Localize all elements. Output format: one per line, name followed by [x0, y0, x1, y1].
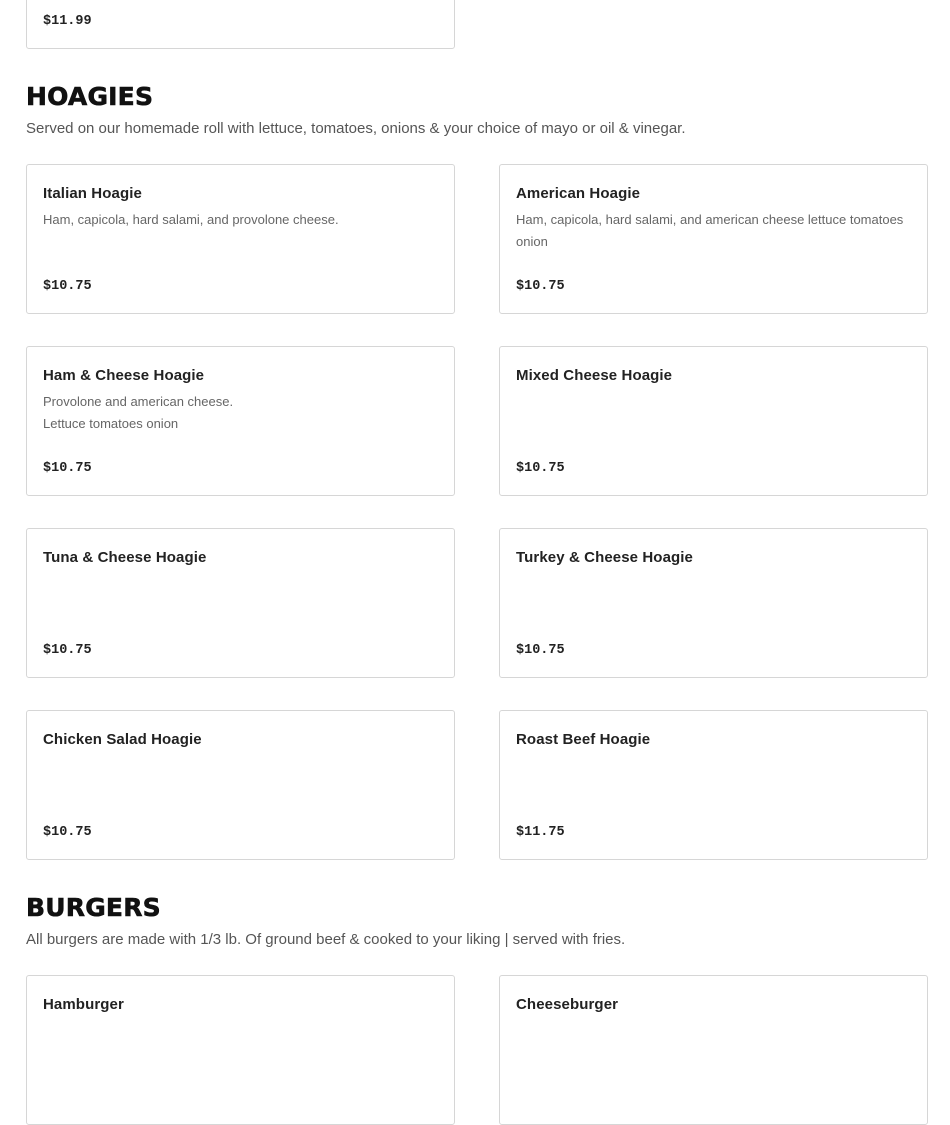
- item-description: Ham, capicola, hard salami, and american cheese lettuce tomatoes onion: [516, 212, 904, 249]
- section-description: Served on our homemade roll with lettuce, tomatoes, onions & your choice of mayo or oil & vinegar.: [26, 120, 686, 137]
- item-name: Mixed Cheese Hoagie: [516, 367, 673, 384]
- menu-item-card[interactable]: [499, 346, 928, 496]
- item-name: Hamburger: [43, 996, 124, 1013]
- menu-item-card[interactable]: [499, 528, 928, 678]
- item-price: $10.75: [43, 279, 92, 294]
- section-description: All burgers are made with 1/3 lb. Of ground beef & cooked to your liking | served with fries.: [26, 931, 626, 948]
- section-header-hoagies: [26, 82, 928, 139]
- item-name: Chicken Salad Hoagie: [43, 731, 202, 748]
- menu-item-card[interactable]: [26, 164, 455, 314]
- item-name: Tuna & Cheese Hoagie: [43, 549, 207, 566]
- item-price: $10.75: [516, 279, 565, 294]
- previous-section-grid: [26, 0, 928, 49]
- item-price: $10.75: [516, 461, 565, 476]
- item-name: Cheeseburger: [516, 996, 619, 1013]
- hoagies-grid: [26, 164, 928, 860]
- item-name: American Hoagie: [516, 185, 641, 202]
- menu-item-card[interactable]: [26, 346, 455, 496]
- item-name: Italian Hoagie: [43, 185, 142, 202]
- menu-item-card[interactable]: [26, 710, 455, 860]
- section-header-burgers: [26, 893, 928, 950]
- item-price: $10.75: [43, 825, 92, 840]
- item-price: $10.75: [43, 461, 92, 476]
- item-price: $10.75: [43, 643, 92, 658]
- menu-item-card[interactable]: [26, 528, 455, 678]
- item-description: [43, 391, 438, 435]
- burgers-grid: [26, 975, 928, 1125]
- section-title: HOAGIES: [26, 82, 154, 111]
- item-price: $11.99: [43, 14, 92, 29]
- menu-item-card[interactable]: [499, 710, 928, 860]
- item-description: Ham, capicola, hard salami, and provolone cheese.: [43, 212, 339, 227]
- item-description-line: Lettuce tomatoes onion: [43, 416, 179, 431]
- item-price: $10.75: [516, 643, 565, 658]
- item-name: Roast Beef Hoagie: [516, 731, 651, 748]
- item-description-line: Provolone and american cheese.: [43, 394, 234, 409]
- menu-item-card[interactable]: [26, 975, 455, 1125]
- menu-item-card[interactable]: [499, 975, 928, 1125]
- menu-item-card[interactable]: [499, 164, 928, 314]
- section-title: BURGERS: [26, 893, 161, 922]
- item-name: Turkey & Cheese Hoagie: [516, 549, 693, 566]
- item-name: Ham & Cheese Hoagie: [43, 367, 205, 384]
- menu-item-card[interactable]: [26, 0, 455, 49]
- item-price: $11.75: [516, 825, 565, 840]
